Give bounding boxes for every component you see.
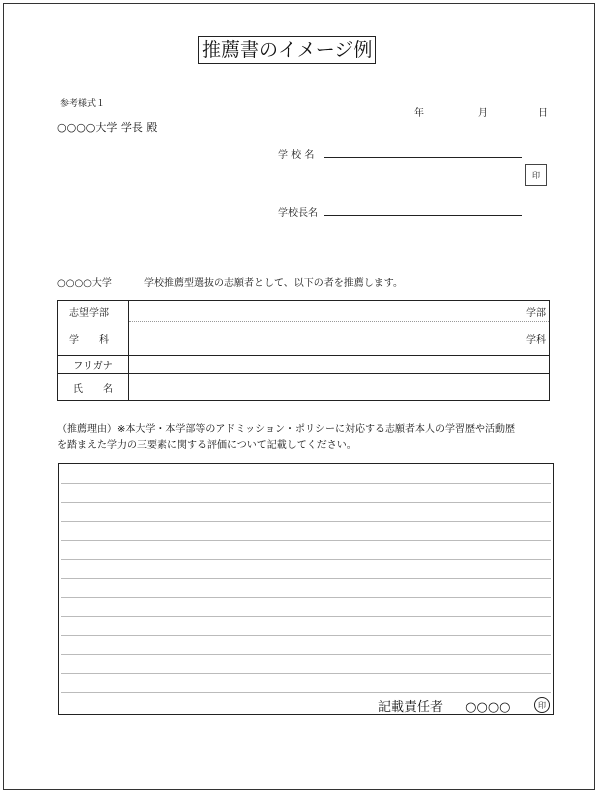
reason-line-2: を踏まえた学力の三要素に関する評価について記載してください。 (57, 440, 357, 451)
signature-seal: 印 (534, 697, 550, 713)
form-code: 参考様式１ (60, 99, 106, 109)
writing-line (61, 483, 551, 484)
writing-line (61, 616, 551, 617)
faculty-dept-labels (58, 301, 129, 356)
writing-line (61, 540, 551, 541)
faculty-label: 志望学部 (69, 308, 109, 319)
school-name-line (324, 157, 522, 158)
writing-line (61, 673, 551, 674)
name-label: 氏 名 (58, 374, 129, 401)
writing-line (61, 559, 551, 560)
reason-line-1: （推薦理由）※本大学・本学部等のアドミッション・ポリシーに対応する志願者本人の学習歴や活動歴 (57, 424, 515, 435)
signature-name: ○○○○ (465, 700, 511, 715)
faculty-dept-row (58, 301, 550, 356)
date-year: 年 (414, 108, 424, 119)
recommendation-reason-box (58, 463, 554, 715)
furigana-label: フリガナ (58, 356, 129, 374)
date-day: 日 (538, 108, 548, 119)
writing-line (61, 578, 551, 579)
applicant-info-table (57, 300, 550, 401)
writing-line (61, 654, 551, 655)
writing-line (61, 521, 551, 522)
signature-area (378, 696, 511, 715)
writing-line (61, 597, 551, 598)
writing-line (61, 635, 551, 636)
furigana-row (58, 356, 550, 374)
faculty-suffix: 学部 (526, 308, 546, 319)
document-title: 推薦書のイメージ例 (198, 36, 376, 64)
principal-label: 学校長名 (278, 208, 318, 219)
department-suffix: 学科 (526, 335, 546, 346)
intro-university: ○○○○大学 (57, 278, 112, 289)
school-seal-box: 印 (525, 164, 547, 186)
faculty-dept-cell (129, 301, 550, 356)
principal-line (324, 215, 522, 216)
faculty-dept-separator (129, 321, 549, 322)
name-row (58, 374, 550, 401)
intro-text: 学校推薦型選抜の志願者として、以下の者を推薦します。 (144, 278, 403, 289)
writing-line (61, 692, 551, 693)
department-label: 学 科 (69, 335, 109, 346)
school-name-label: 学 校 名 (278, 150, 315, 161)
date-month: 月 (478, 108, 488, 119)
signature-label: 記載責任者 (378, 700, 444, 715)
addressee: ○○○○大学 学長 殿 (57, 121, 158, 134)
writing-line (61, 502, 551, 503)
name-cell (129, 374, 550, 401)
furigana-cell (129, 356, 550, 374)
